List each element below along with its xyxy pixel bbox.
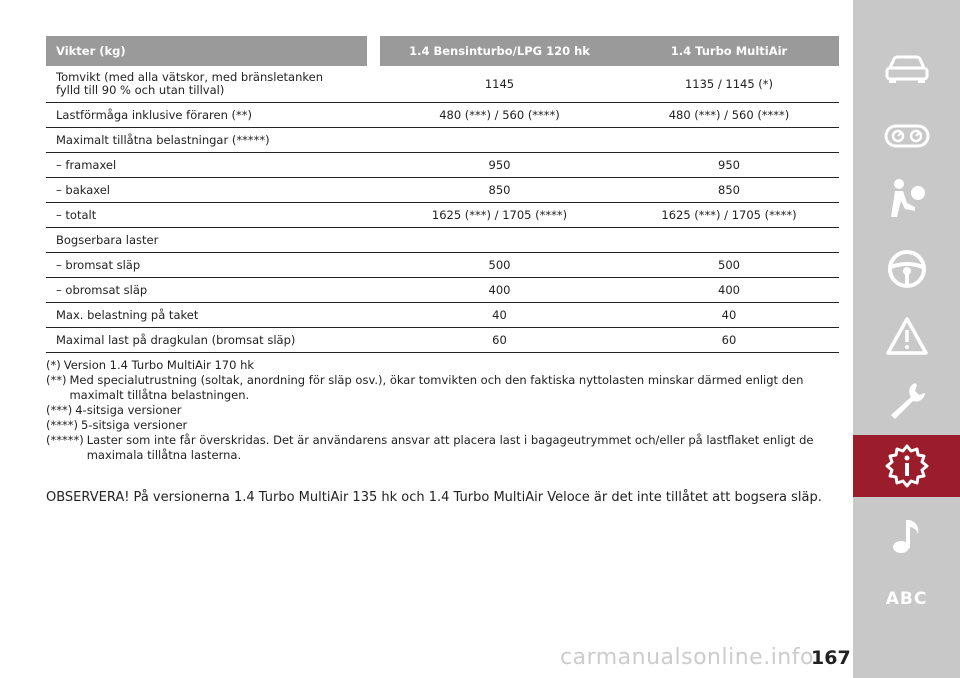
- footnote-text: 5-sitsiga versioner: [80, 418, 188, 432]
- footnote: [46, 373, 841, 403]
- table-row: [46, 103, 839, 128]
- footnotes: [46, 358, 841, 463]
- header-weights: Vikter (kg): [46, 36, 367, 66]
- row-value-2: 400: [718, 283, 740, 297]
- row-value-1: 400: [488, 283, 511, 297]
- row-value-1: 40: [492, 308, 507, 322]
- row-label: Maximalt tillåtna belastningar (*****): [56, 132, 270, 147]
- dashboard-icon: [884, 123, 930, 149]
- row-value-1: 500: [488, 258, 511, 272]
- watermark: carmanualsonline.info: [560, 645, 814, 670]
- table-row: [46, 153, 839, 178]
- table-row: [46, 253, 839, 278]
- row-label: Bogserbara laster: [56, 232, 159, 247]
- nav-maintenance[interactable]: [853, 370, 960, 432]
- footnote-text: Laster som inte får överskridas. Det är användarens ansvar att placera last i bagageutrymmet och/eller på lastflaket enligt de maximala tillåtna lasterna.: [86, 433, 814, 462]
- row-value-2: 40: [721, 308, 737, 322]
- car-icon: [884, 54, 930, 84]
- footnote-marker: (**): [46, 373, 67, 387]
- row-value-2: 480 (***) / 560 (****): [668, 108, 790, 122]
- table-row: [46, 178, 839, 203]
- row-value-2: 60: [721, 333, 737, 347]
- row-label: Max. belastning på taket: [56, 307, 199, 322]
- row-label: – bakaxel: [56, 182, 110, 197]
- row-value-1: 1145: [484, 77, 515, 91]
- row-value-2: 500: [718, 258, 740, 272]
- footnote: [46, 403, 841, 418]
- row-value-1: 850: [488, 183, 511, 197]
- row-value-2: 1135 / 1145 (*): [684, 77, 774, 91]
- row-label: Lastförmåga inklusive föraren (**): [56, 107, 252, 122]
- nav-dashboard[interactable]: [853, 105, 960, 167]
- chapter-nav: [853, 0, 960, 678]
- row-label: – totalt: [56, 207, 97, 222]
- nav-driving[interactable]: [853, 238, 960, 300]
- row-label: – obromsat släp: [56, 282, 148, 297]
- row-label: Maximal last på dragkulan (bromsat släp): [56, 332, 296, 347]
- row-value-2: 950: [718, 158, 740, 172]
- row-label: – framaxel: [56, 157, 117, 172]
- row-value-1: 60: [492, 333, 507, 347]
- footnote-marker: (***): [46, 403, 73, 417]
- table-row: [46, 228, 839, 253]
- header-bensinturbo: 1.4 Bensinturbo/LPG 120 hk: [380, 36, 619, 66]
- airbag-icon: [885, 177, 929, 221]
- row-value-2: 850: [718, 183, 740, 197]
- music-note-icon: [890, 516, 924, 556]
- row-value-2: 1625 (***) / 1705 (****): [661, 208, 797, 222]
- table-row: [46, 303, 839, 328]
- row-value-1: [380, 128, 619, 152]
- warning-triangle-icon: [885, 316, 929, 356]
- nav-multimedia[interactable]: [853, 505, 960, 567]
- page-number: 167: [811, 647, 851, 669]
- row-label: – bromsat släp: [56, 257, 141, 272]
- weights-table: [46, 36, 839, 353]
- footnote-text: Med specialutrustning (soltak, anordning för släp osv.), ökar tomvikten och den faktiska nyttolasten minskar därmed enligt den maximalt tillåtna belastningen.: [69, 373, 804, 402]
- towing-warning: OBSERVERA! På versionerna 1.4 Turbo MultiAir 135 hk och 1.4 Turbo MultiAir Veloce är det inte tillåtet att bogsera släp.: [46, 490, 822, 505]
- nav-technical-data[interactable]: [853, 435, 960, 497]
- settings-info-icon: [884, 443, 930, 489]
- footnote-text: 4-sitsiga versioner: [75, 403, 182, 417]
- abc-index[interactable]: [853, 568, 960, 630]
- footnote-marker: (*): [46, 358, 61, 372]
- row-value-2: [619, 228, 839, 252]
- table-row: [46, 128, 839, 153]
- table-row: [46, 66, 839, 103]
- row-label: Tomvikt (med alla vätskor, med bränsletanken fylld till 90 % och utan tillval): [56, 70, 323, 97]
- footnote: [46, 358, 841, 373]
- nav-emergency[interactable]: [853, 305, 960, 367]
- footnote-marker: (*****): [46, 433, 84, 447]
- steering-wheel-icon: [886, 248, 928, 290]
- row-value-1: [380, 228, 619, 252]
- nav-car[interactable]: [853, 38, 960, 100]
- abc-label: ABC: [885, 589, 928, 609]
- table-header: [46, 36, 839, 66]
- row-value-1: 480 (***) / 560 (****): [439, 108, 560, 122]
- table-row: [46, 278, 839, 303]
- footnote-marker: (****): [46, 418, 78, 432]
- table-row: [46, 203, 839, 228]
- nav-safety[interactable]: [853, 168, 960, 230]
- row-value-2: [619, 128, 839, 152]
- row-value-1: 1625 (***) / 1705 (****): [431, 208, 568, 222]
- table-row: [46, 328, 839, 353]
- footnote: [46, 433, 841, 463]
- row-value-1: 950: [488, 158, 511, 172]
- footnote: [46, 418, 841, 433]
- footnote-text: Version 1.4 Turbo MultiAir 170 hk: [63, 358, 255, 372]
- header-turbo-multiair: 1.4 Turbo MultiAir: [619, 36, 839, 66]
- wrench-icon: [885, 379, 929, 423]
